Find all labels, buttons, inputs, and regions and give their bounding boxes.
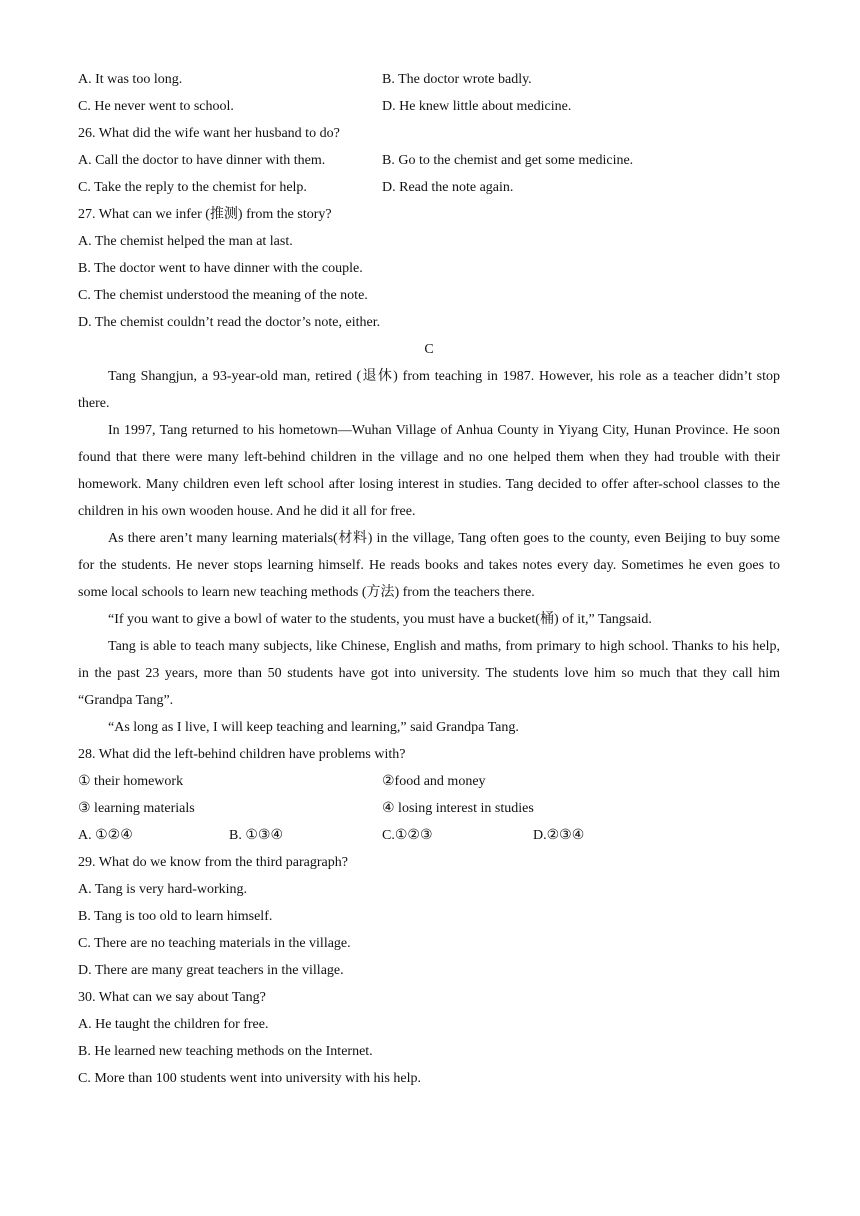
- option-b: B. The doctor went to have dinner with the couple.: [78, 261, 363, 276]
- option-c: C. Take the reply to the chemist for help.: [78, 180, 307, 195]
- option-b: B. He learned new teaching methods on the Internet.: [78, 1044, 373, 1059]
- document-page: [78, 66, 780, 1092]
- passage-paragraph-5: Tang is able to teach many subjects, like Chinese, English and maths, from primary to high school. Thanks to his help, in the past 23 years, more than 50 students have got into university. The students love him so much that they call him “Grandpa Tang”.: [78, 639, 780, 708]
- option-d: D. Read the note again.: [382, 180, 514, 195]
- option-c: C. He never went to school.: [78, 99, 234, 114]
- option-d: D. There are many great teachers in the village.: [78, 963, 344, 978]
- q28-options-row: [78, 822, 780, 849]
- passage-paragraph-1: Tang Shangjun, a 93-year-old man, retired (退休) from teaching in 1987. However, his role as a teacher didn’t stop there.: [78, 369, 780, 411]
- passage-paragraph-4: “If you want to give a bowl of water to the students, you must have a bucket(桶) of it,” Tangsaid.: [108, 612, 652, 627]
- section-heading: C: [424, 342, 434, 357]
- passage-paragraph-6: “As long as I live, I will keep teaching and learning,” said Grandpa Tang.: [108, 720, 519, 735]
- question-26: 26. What did the wife want her husband to do?: [78, 126, 340, 141]
- option-b: B. ①③④: [229, 828, 283, 843]
- option-a: A. It was too long.: [78, 72, 183, 87]
- q26-options-row-2: [78, 174, 780, 201]
- item-3: ③ learning materials: [78, 801, 195, 816]
- q26-options-row-1: [78, 147, 780, 174]
- option-a: A. He taught the children for free.: [78, 1017, 269, 1032]
- item-1: ① their homework: [78, 774, 184, 789]
- option-a: A. Tang is very hard-working.: [78, 882, 248, 897]
- option-b: B. The doctor wrote badly.: [382, 72, 532, 87]
- item-4: ④ losing interest in studies: [382, 801, 534, 816]
- q28-items-row-1: [78, 768, 780, 795]
- option-c: C. There are no teaching materials in the village.: [78, 936, 351, 951]
- question-30: 30. What can we say about Tang?: [78, 990, 266, 1005]
- question-29: 29. What do we know from the third paragraph?: [78, 855, 348, 870]
- option-c: C.①②③: [382, 828, 433, 843]
- option-c: C. More than 100 students went into university with his help.: [78, 1071, 421, 1086]
- option-a: A. The chemist helped the man at last.: [78, 234, 293, 249]
- option-a: A. Call the doctor to have dinner with them.: [78, 153, 326, 168]
- q25-options-row-2: [78, 93, 780, 120]
- q25-options-row-1: [78, 66, 780, 93]
- option-c: C. The chemist understood the meaning of the note.: [78, 288, 368, 303]
- option-d: D. The chemist couldn’t read the doctor’s note, either.: [78, 315, 381, 330]
- option-b: B. Tang is too old to learn himself.: [78, 909, 273, 924]
- question-28: 28. What did the left-behind children have problems with?: [78, 747, 406, 762]
- option-a: A. ①②④: [78, 828, 133, 843]
- passage-paragraph-2: In 1997, Tang returned to his hometown—Wuhan Village of Anhua County in Yiyang City, Hunan Province. He soon found that there were many left-behind children in the village and no one helped them when they had trouble with their homework. Many children even left school after losing interest in studies. Tang decided to offer after-school classes to the children in his own wooden house. And he did it all for free.: [78, 423, 780, 519]
- q28-items-row-2: [78, 795, 780, 822]
- question-27: 27. What can we infer (推测) from the story?: [78, 207, 332, 222]
- option-b: B. Go to the chemist and get some medicine.: [382, 153, 634, 168]
- item-2: ②food and money: [382, 774, 486, 789]
- option-d: D. He knew little about medicine.: [382, 99, 572, 114]
- option-d: D.②③④: [533, 828, 585, 843]
- passage-paragraph-3: As there aren’t many learning materials(材料) in the village, Tang often goes to the county, even Beijing to buy some for the students. He never stops learning himself. He reads books and takes notes every day. Sometimes he even goes to some local schools to learn new teaching methods (方法) from the teachers there.: [78, 531, 780, 600]
